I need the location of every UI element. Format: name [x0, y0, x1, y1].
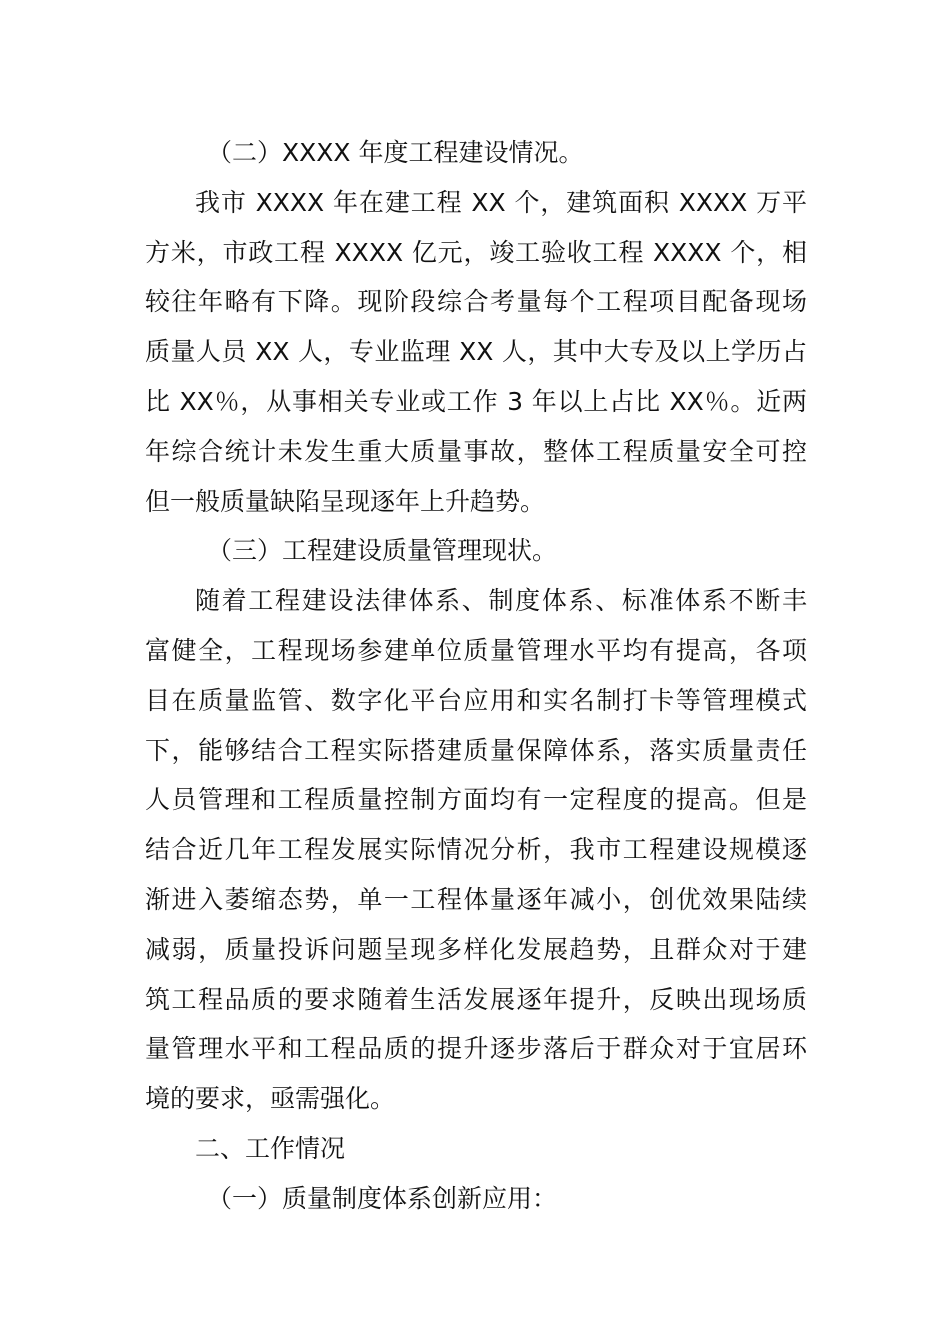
section-heading-1: （一）质量制度体系创新应用：	[207, 1183, 558, 1213]
paragraph-line: 比 XX％，从事相关专业或工作 3 年以上占比 XX％。近两	[145, 386, 807, 416]
chapter-heading: 二、工作情况	[195, 1133, 346, 1163]
paragraph-line: 但一般质量缺陷呈现逐年上升趋势。	[145, 486, 546, 516]
paragraph-line: 境的要求，亟需强化。	[145, 1084, 396, 1114]
paragraph-line: 下，能够结合工程实际搭建质量保障体系，落实质量责任	[145, 735, 807, 765]
paragraph-line: 随着工程建设法律体系、制度体系、标准体系不断丰	[195, 586, 807, 616]
section-heading-2: （二）XXXX 年度工程建设情况。	[207, 138, 584, 167]
paragraph-line: 年综合统计未发生重大质量事故，整体工程质量安全可控	[145, 436, 807, 466]
paragraph-line: 量管理水平和工程品质的提升逐步落后于群众对于宜居环	[145, 1034, 807, 1064]
paragraph-line: 质量人员 XX 人，专业监理 XX 人，其中大专及以上学历占	[145, 337, 807, 367]
paragraph-line: 方米，市政工程 XXXX 亿元，竣工验收工程 XXXX 个，相	[145, 237, 807, 267]
paragraph-line: 富健全，工程现场参建单位质量管理水平均有提高，各项	[145, 635, 807, 665]
paragraph-line: 筑工程品质的要求随着生活发展逐年提升，反映出现场质	[145, 984, 807, 1014]
paragraph-line: 我市 XXXX 年在建工程 XX 个，建筑面积 XXXX 万平	[195, 187, 807, 217]
section-heading-3: （三）工程建设质量管理现状。	[207, 536, 558, 566]
paragraph-line: 目在质量监管、数字化平台应用和实名制打卡等管理模式	[145, 685, 807, 715]
paragraph-line: 结合近几年工程发展实际情况分析，我市工程建设规模逐	[145, 835, 807, 865]
paragraph-line: 较往年略有下降。现阶段综合考量每个工程项目配备现场	[145, 287, 807, 317]
paragraph-line: 渐进入萎缩态势，单一工程体量逐年减小，创优效果陆续	[145, 884, 807, 914]
paragraph-line: 减弱，质量投诉问题呈现多样化发展趋势，且群众对于建	[145, 934, 807, 964]
document-body	[145, 128, 807, 1224]
paragraph-line: 人员管理和工程质量控制方面均有一定程度的提高。但是	[145, 785, 807, 815]
